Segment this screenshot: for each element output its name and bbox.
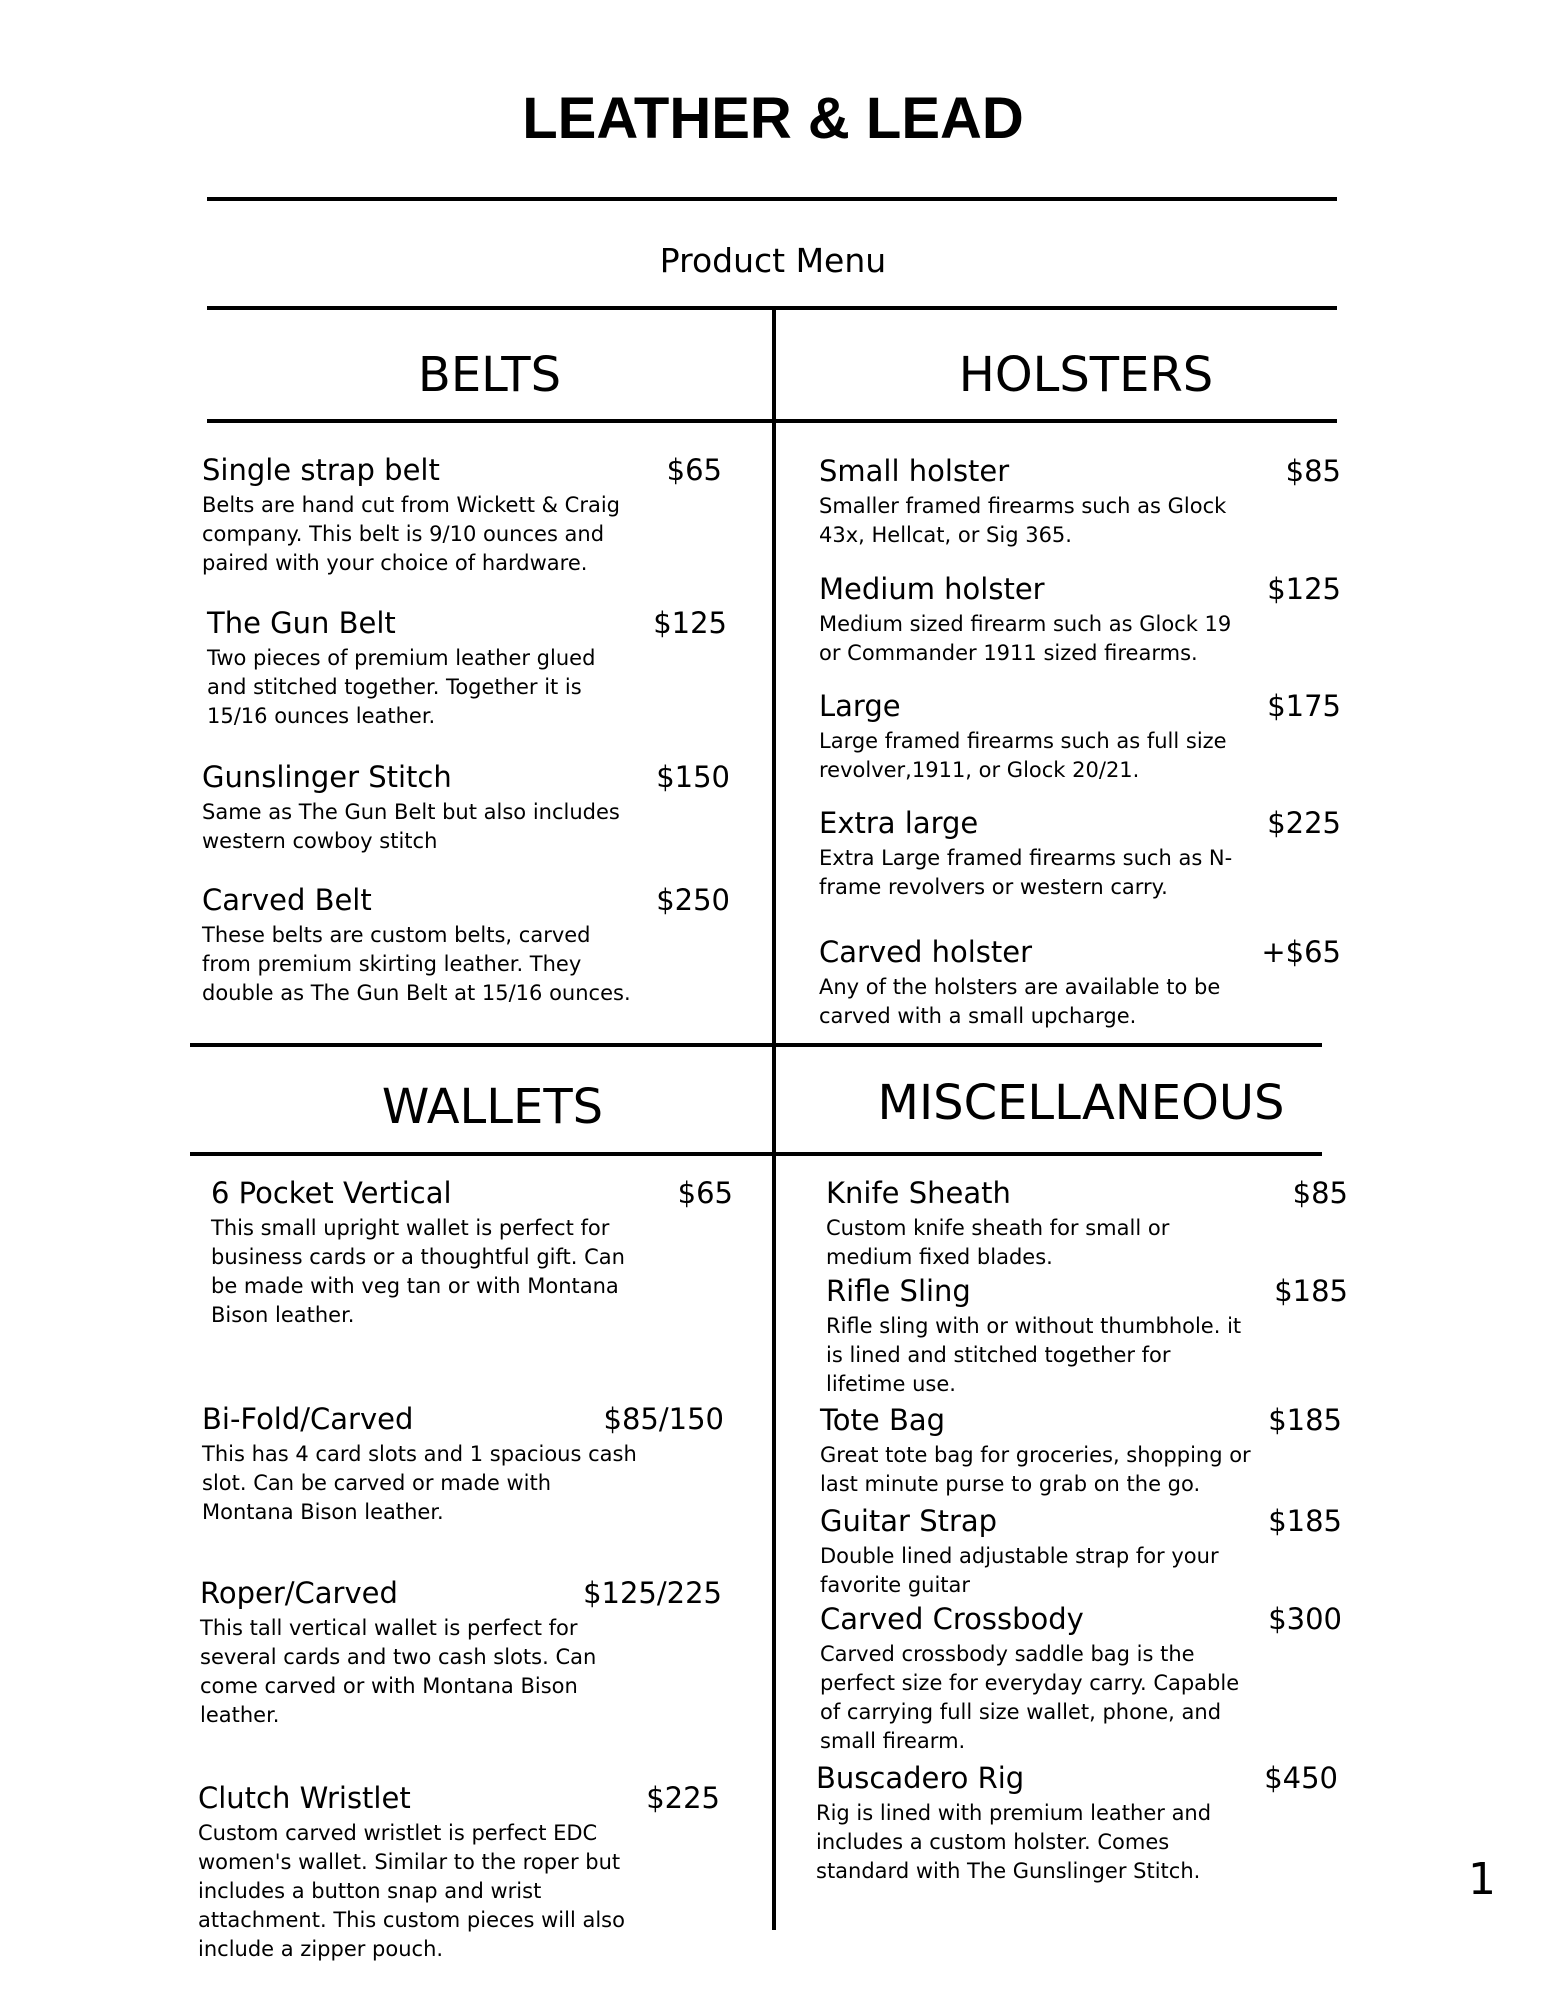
menu-item-carved-holster (819, 933, 1341, 1031)
item-price: $125/225 (583, 1576, 722, 1610)
item-name: Rifle Sling (826, 1274, 971, 1308)
menu-item-roper-carved (200, 1574, 722, 1730)
item-price: $185 (1268, 1403, 1342, 1437)
item-description: Double lined adjustable strap for your favorite guitar (820, 1544, 1219, 1597)
section-divider-lower (190, 1152, 1322, 1156)
menu-item-large-holster (819, 687, 1341, 785)
item-price: $225 (646, 1781, 720, 1815)
item-description: Smaller framed firearms such as Glock 43x, Hellcat, or Sig 365. (819, 494, 1227, 547)
menu-item-clutch-wristlet (198, 1779, 720, 1964)
menu-item-extra-large-holster (819, 804, 1341, 902)
menu-item-rifle-sling (826, 1272, 1348, 1399)
item-price: $125 (653, 606, 727, 640)
item-description: Custom knife sheath for small or medium fixed blades. (826, 1216, 1170, 1269)
item-description: Great tote bag for groceries, shopping or last minute purse to grab on the go. (820, 1443, 1251, 1496)
item-name: Guitar Strap (820, 1504, 998, 1538)
section-heading-wallets: WALLETS (381, 1079, 604, 1135)
item-description: Two pieces of premium leather glued and stitched together. Together it is 15/16 ounces leather. (207, 646, 596, 728)
item-name: Medium holster (819, 572, 1045, 606)
item-price: $450 (1264, 1761, 1338, 1795)
item-description: Custom carved wristlet is perfect EDC women's wallet. Similar to the roper but includes a button snap and wrist attachment. This custom pieces will also include a zipper pouch. (198, 1821, 625, 1961)
menu-item-medium-holster (819, 570, 1341, 668)
item-name: The Gun Belt (207, 606, 396, 640)
item-name: Carved Crossbody (820, 1602, 1084, 1636)
section-divider-top (207, 419, 1337, 423)
item-price: $65 (666, 453, 722, 487)
section-heading-miscellaneous: MISCELLANEOUS (877, 1075, 1285, 1131)
section-divider-middle (190, 1043, 1322, 1047)
menu-item-buscadero-rig (816, 1759, 1338, 1886)
item-description: Any of the holsters are available to be carved with a small upcharge. (819, 975, 1221, 1028)
item-description: Carved crossbody saddle bag is the perfect size for everyday carry. Capable of carrying full size wallet, phone, and small firearm. (820, 1642, 1240, 1753)
item-price: $225 (1267, 806, 1341, 840)
item-name: Extra large (819, 806, 979, 840)
page-subtitle: Product Menu (659, 241, 887, 280)
menu-item-knife-sheath (826, 1174, 1348, 1272)
item-name: Knife Sheath (826, 1176, 1011, 1210)
item-name: Roper/Carved (200, 1576, 398, 1610)
menu-item-bi-fold-carved (202, 1400, 724, 1527)
item-price: $85/150 (603, 1402, 724, 1436)
menu-item-6-pocket-vertical (211, 1174, 733, 1330)
menu-item-the-gun-belt (207, 604, 727, 731)
title-divider (207, 197, 1337, 201)
item-name: Clutch Wristlet (198, 1781, 411, 1815)
item-name: Buscadero Rig (816, 1761, 1025, 1795)
menu-item-carved-belt (202, 881, 730, 1008)
item-price: $85 (1292, 1176, 1348, 1210)
page-title: LEATHER & LEAD (522, 86, 1024, 151)
item-price: $125 (1267, 572, 1341, 606)
menu-item-tote-bag (820, 1401, 1342, 1499)
item-price: $250 (656, 883, 730, 917)
page-number: 1 (1468, 1854, 1496, 1905)
item-description: Belts are hand cut from Wickett & Craig company. This belt is 9/10 ounces and paired with your choice of hardware. (202, 493, 620, 575)
menu-item-small-holster (819, 452, 1341, 550)
item-name: Large (819, 689, 901, 723)
item-price: $185 (1268, 1504, 1342, 1538)
menu-item-carved-crossbody (820, 1600, 1342, 1756)
item-price: $300 (1268, 1602, 1342, 1636)
item-name: 6 Pocket Vertical (211, 1176, 452, 1210)
menu-item-guitar-strap (820, 1502, 1342, 1600)
item-name: Carved holster (819, 935, 1032, 969)
section-heading-belts: BELTS (417, 347, 562, 403)
item-description: Rifle sling with or without thumbhole. it is lined and stitched together for lifetime use. (826, 1314, 1242, 1396)
item-name: Single strap belt (202, 453, 440, 487)
item-description: Rig is lined with premium leather and includes a custom holster. Comes standard with The Gunslinger Stitch. (816, 1801, 1212, 1883)
item-name: Carved Belt (202, 883, 372, 917)
item-name: Bi-Fold/Carved (202, 1402, 414, 1436)
item-description: Large framed firearms such as full size revolver,1911, or Glock 20/21. (819, 729, 1227, 782)
item-name: Tote Bag (820, 1403, 946, 1437)
item-name: Gunslinger Stitch (202, 760, 452, 794)
section-heading-holsters: HOLSTERS (958, 347, 1214, 403)
item-description: These belts are custom belts, carved from premium skirting leather. They double as The Gun Belt at 15/16 ounces. (202, 923, 631, 1005)
item-price: $175 (1267, 689, 1341, 723)
menu-item-gunslinger-stitch (202, 758, 730, 856)
item-price: $65 (677, 1176, 733, 1210)
item-description: This has 4 card slots and 1 spacious cash slot. Can be carved or made with Montana Bison leather. (202, 1442, 637, 1524)
menu-item-single-strap-belt (202, 451, 722, 578)
item-description: Same as The Gun Belt but also includes western cowboy stitch (202, 800, 620, 853)
item-description: Extra Large framed firearms such as N- frame revolvers or western carry. (819, 846, 1233, 899)
item-price: $85 (1285, 454, 1341, 488)
item-description: This small upright wallet is perfect for business cards or a thoughtful gift. Can be made with veg tan or with Montana Bison leather. (211, 1216, 625, 1327)
item-name: Small holster (819, 454, 1010, 488)
item-description: This tall vertical wallet is perfect for several cards and two cash slots. Can come carved or with Montana Bison leather. (200, 1616, 597, 1727)
item-price: $150 (656, 760, 730, 794)
item-price: +$65 (1261, 935, 1341, 969)
item-description: Medium sized firearm such as Glock 19 or Commander 1911 sized firearms. (819, 612, 1232, 665)
item-price: $185 (1274, 1274, 1348, 1308)
